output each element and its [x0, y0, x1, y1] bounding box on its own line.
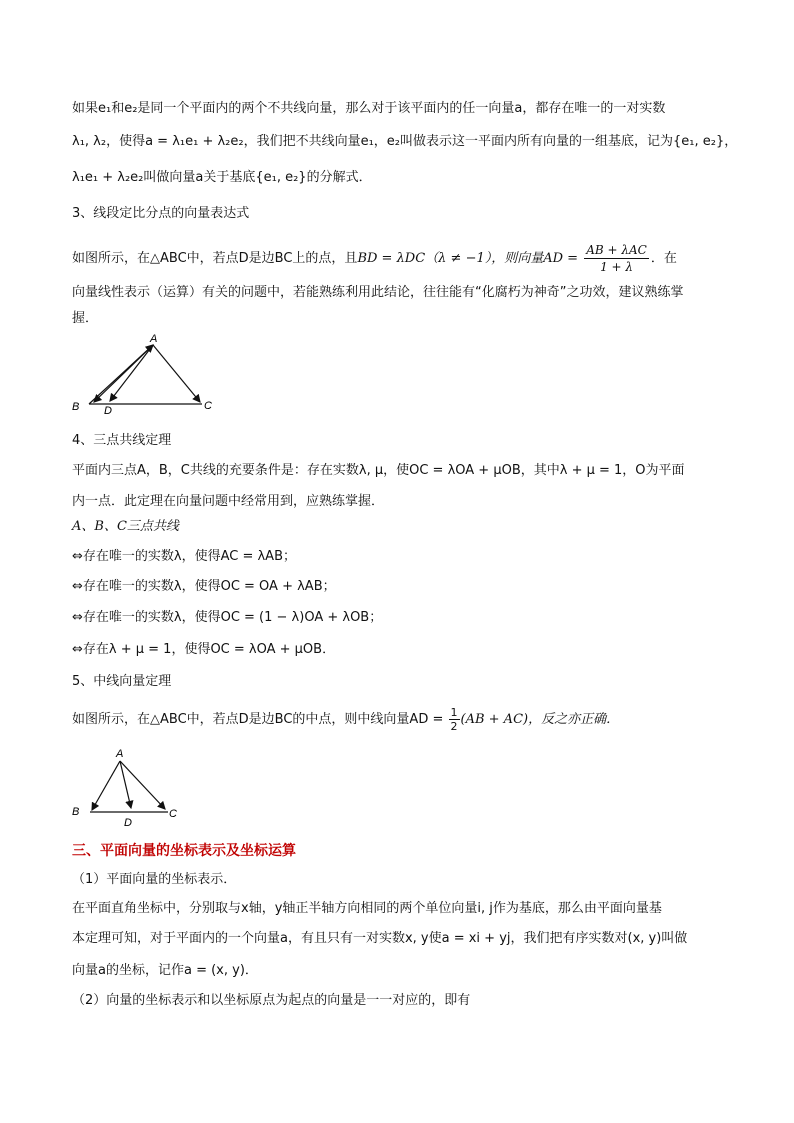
figure-1-label-d: D — [104, 405, 112, 414]
section-3-line-3: 握． — [72, 311, 99, 326]
section-three-line-1: 在平面直角坐标中，分别取与x轴，y轴正半轴方向相同的两个单位向量i, j作为基底，那么由平面向量基 — [72, 901, 662, 916]
vector-ab-arrow — [94, 345, 153, 402]
vector-ab-arrow-2 — [92, 761, 120, 810]
section-5-line-1-suffix: (AB + AC)，反之亦正确． — [460, 712, 620, 727]
section-4-equivalence-1: ⇔存在唯一的实数λ，使得AC = λAB； — [72, 549, 296, 564]
figure-1-label-a: A — [150, 333, 158, 345]
section-3-line-1-suffix: ．在 — [650, 251, 677, 266]
figure-2-label-a: A — [116, 748, 124, 760]
section-4-equivalence-3: ⇔存在唯一的实数λ，使得OC = (1 − λ)OA + λOB； — [72, 610, 383, 625]
section-3-title: 3、线段定比分点的向量表达式 — [72, 206, 250, 221]
figure-1-label-c: C — [204, 400, 212, 412]
figure-2-label-b: B — [72, 806, 80, 818]
section-3-fraction-numerator: AB + λAC — [586, 243, 647, 257]
basis-line-2: λ₁, λ₂，使得a = λ₁e₁ + λ₂e₂，我们把不共线向量e₁，e₂叫做表示这一平面内所有向量的一组基底，记为{e₁, e₂}， — [72, 134, 738, 149]
section-3-fraction-denominator: 1 + λ — [600, 260, 633, 274]
section-5-fraction-denominator: 2 — [450, 720, 458, 733]
vector-ac-arrow — [153, 345, 200, 402]
section-4-equivalence-2: ⇔存在唯一的实数λ，使得OC = OA + λAB； — [72, 579, 336, 594]
section-4-line-2: 内一点．此定理在向量问题中经常用到，应熟练掌握． — [72, 494, 385, 509]
section-5-fraction-numerator: 1 — [450, 706, 458, 719]
section-5-line-1-prefix: 如图所示，在△ABC中，若点D是边BC的中点，则中线向量AD = — [72, 712, 444, 727]
vector-ad-arrow — [110, 345, 153, 401]
figure-2-label-d: D — [124, 817, 132, 828]
section-4-title: 4、三点共线定理 — [72, 433, 172, 448]
section-3-line-1 — [72, 242, 677, 275]
section-4-line-3: A、B、C三点共线 — [72, 519, 179, 534]
section-3-ratio-formula: BD = λDC（λ ≠ −1），则向量AD = — [357, 251, 579, 266]
figure-1-label-b: B — [72, 401, 80, 413]
section-three-item-2: （2）向量的坐标表示和以坐标原点为起点的向量是一一对应的，即有 — [72, 993, 471, 1008]
section-three-line-2: 本定理可知，对于平面内的一个向量a，有且只有一对实数x, y使a = xi + yj，我们把有序实数对(x, y)叫做 — [72, 931, 688, 946]
section-three-item-1: （1）平面向量的坐标表示． — [72, 872, 237, 887]
section-3-fraction — [584, 242, 649, 275]
section-5-fraction — [449, 706, 460, 733]
section-three-line-3: 向量a的坐标，记作a = (x, y)． — [72, 963, 258, 978]
section-3-line-1-prefix: 如图所示，在△ABC中，若点D是边BC上的点，且 — [72, 251, 358, 266]
vector-ac-arrow-2 — [120, 761, 165, 809]
figure-2-label-c: C — [169, 808, 177, 820]
section-5-line-1 — [72, 706, 619, 733]
section-4-line-1: 平面内三点A，B，C共线的充要条件是：存在实数λ, μ，使OC = λOA + μOB，其中λ + μ = 1，O为平面 — [72, 463, 685, 478]
triangle-figure-1 — [66, 332, 226, 414]
triangle-figure-2 — [68, 744, 188, 828]
basis-line-1: 如果e₁和e₂是同一个平面内的两个不共线向量，那么对于该平面内的任一向量a，都存在唯一的一对实数 — [72, 101, 666, 116]
section-4-equivalence-4: ⇔存在λ + μ = 1，使得OC = λOA + μOB． — [72, 642, 336, 657]
section-3-line-2: 向量线性表示（运算）有关的问题中，若能熟练利用此结论，往往能有“化腐朽为神奇”之功效，建议熟练掌 — [72, 285, 684, 300]
basis-line-3: λ₁e₁ + λ₂e₂叫做向量a关于基底{e₁, e₂}的分解式． — [72, 170, 372, 185]
section-three-heading: 三、平面向量的坐标表示及坐标运算 — [72, 843, 296, 859]
section-5-title: 5、中线向量定理 — [72, 674, 172, 689]
vector-ad-arrow-2 — [120, 761, 131, 808]
